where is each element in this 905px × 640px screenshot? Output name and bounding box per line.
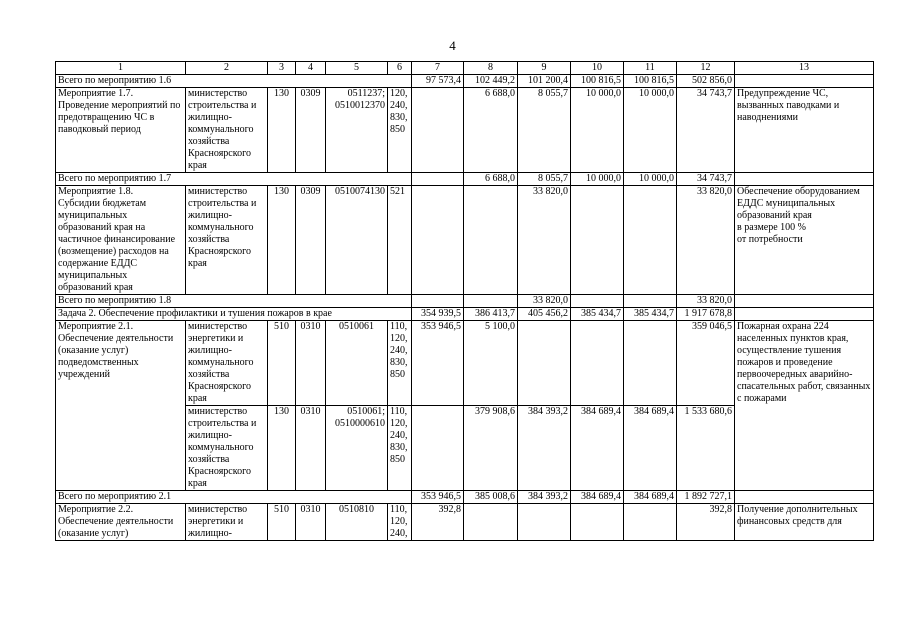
cell-value: 385 434,7 [571, 308, 624, 321]
cell-value [412, 173, 464, 186]
table-row [56, 186, 874, 295]
cell-value: 6 688,0 [464, 173, 518, 186]
cell-value: 33 820,0 [518, 295, 571, 308]
cell-value: 6 688,0 [464, 88, 518, 173]
cell-value: 5 100,0 [464, 321, 518, 406]
cell-value: 1 533 680,6 [677, 406, 735, 491]
cell-note [735, 295, 874, 308]
cell-value: 34 743,7 [677, 88, 735, 173]
cell-code: 110, 120, 240, 830, 850 [388, 406, 412, 491]
cell-value [571, 321, 624, 406]
cell-code: 521 [388, 186, 412, 295]
cell-note [735, 308, 874, 321]
cell-value [412, 88, 464, 173]
cell-value: 392,8 [677, 504, 735, 541]
table-row [56, 491, 874, 504]
cell-value [571, 295, 624, 308]
header-cell: 4 [296, 62, 326, 75]
cell-code: 130 [268, 186, 296, 295]
cell-executor: министерство энергетики и жилищно-коммунального хозяйства Красноярского края [186, 321, 268, 406]
header-cell: 12 [677, 62, 735, 75]
cell-code: 510 [268, 504, 296, 541]
header-cell: 5 [326, 62, 388, 75]
cell-value: 1 892 727,1 [677, 491, 735, 504]
cell-value [624, 321, 677, 406]
cell-executor: министерство строительства и жилищно-коммунального хозяйства Красноярского края [186, 406, 268, 491]
cell-value: 102 449,2 [464, 75, 518, 88]
header-cell: 1 [56, 62, 186, 75]
header-cell: 7 [412, 62, 464, 75]
cell-measure: Мероприятие 1.8. Субсидии бюджетам муниципальных образований края на частичное финансирование (возмещение) расходов на содержание ЕДДС муниципальных образований края [56, 186, 186, 295]
cell-code: 0310 [296, 406, 326, 491]
table-row [56, 75, 874, 88]
cell-code: 0309 [296, 88, 326, 173]
cell-code: 120, 240, 830, 850 [388, 88, 412, 173]
cell-value [624, 186, 677, 295]
cell-value: 405 456,2 [518, 308, 571, 321]
cell-value: 10 000,0 [571, 88, 624, 173]
cell-value: 100 816,5 [624, 75, 677, 88]
cell-code: 0510061; 0510000610 [326, 406, 388, 491]
header-cell: 9 [518, 62, 571, 75]
cell-code: 0310 [296, 504, 326, 541]
page-number: 4 [449, 38, 456, 53]
cell-value: 353 946,5 [412, 321, 464, 406]
cell-value: 384 689,4 [571, 491, 624, 504]
cell-value [464, 295, 518, 308]
cell-value: 384 689,4 [624, 491, 677, 504]
cell-note [735, 173, 874, 186]
header-cell: 8 [464, 62, 518, 75]
cell-executor: министерство строительства и жилищно-коммунального хозяйства Красноярского края [186, 88, 268, 173]
table-row [56, 295, 874, 308]
cell-measure: Мероприятие 2.2. Обеспечение деятельности (оказание услуг) [56, 504, 186, 541]
cell-result: Получение дополнительных финансовых средств для [735, 504, 874, 541]
table-row [56, 321, 874, 406]
cell-value: 385 008,6 [464, 491, 518, 504]
cell-executor: министерство энергетики и жилищно- [186, 504, 268, 541]
cell-value: 97 573,4 [412, 75, 464, 88]
cell-value: 10 000,0 [571, 173, 624, 186]
cell-value [412, 295, 464, 308]
cell-value: 10 000,0 [624, 173, 677, 186]
cell-code: 0309 [296, 186, 326, 295]
cell-result: Пожарная охрана 224 населенных пунктов края, осуществление тушения пожаров и проведение первоочередных аварийно-спасательных работ, связанных с пожарами [735, 321, 874, 491]
cell-note [735, 75, 874, 88]
cell-code: 0510074130 [326, 186, 388, 295]
cell-value [571, 504, 624, 541]
cell-value: 34 743,7 [677, 173, 735, 186]
cell-code: 0310 [296, 321, 326, 406]
cell-label: Всего по мероприятию 1.6 [56, 75, 412, 88]
cell-value: 384 689,4 [571, 406, 624, 491]
cell-value: 392,8 [412, 504, 464, 541]
cell-value [464, 504, 518, 541]
cell-value: 8 055,7 [518, 88, 571, 173]
header-row [56, 62, 874, 75]
cell-value: 1 917 678,8 [677, 308, 735, 321]
cell-code: 130 [268, 88, 296, 173]
cell-value: 33 820,0 [677, 186, 735, 295]
cell-value [624, 504, 677, 541]
header-cell: 6 [388, 62, 412, 75]
cell-value: 354 939,5 [412, 308, 464, 321]
cell-value: 359 046,5 [677, 321, 735, 406]
cell-label: Всего по мероприятию 2.1 [56, 491, 412, 504]
cell-value: 385 434,7 [624, 308, 677, 321]
cell-value: 502 856,0 [677, 75, 735, 88]
cell-label: Всего по мероприятию 1.7 [56, 173, 412, 186]
cell-value: 10 000,0 [624, 88, 677, 173]
cell-code: 110, 120, 240, [388, 504, 412, 541]
cell-value [518, 321, 571, 406]
cell-value: 33 820,0 [677, 295, 735, 308]
cell-value: 353 946,5 [412, 491, 464, 504]
cell-task: Задача 2. Обеспечение профилактики и тушения пожаров в крае [56, 308, 412, 321]
table-row [56, 308, 874, 321]
table-row [56, 88, 874, 173]
cell-value [464, 186, 518, 295]
cell-value: 379 908,6 [464, 406, 518, 491]
cell-value: 100 816,5 [571, 75, 624, 88]
header-cell: 2 [186, 62, 268, 75]
cell-note [735, 491, 874, 504]
cell-value: 384 393,2 [518, 406, 571, 491]
cell-value: 33 820,0 [518, 186, 571, 295]
cell-value [412, 406, 464, 491]
cell-code: 0510810 [326, 504, 388, 541]
cell-result: Предупреждение ЧС, вызванных паводками и наводнениями [735, 88, 874, 173]
cell-value: 384 393,2 [518, 491, 571, 504]
budget-table [55, 61, 874, 541]
cell-value: 386 413,7 [464, 308, 518, 321]
cell-executor: министерство строительства и жилищно-коммунального хозяйства Красноярского края [186, 186, 268, 295]
header-cell: 13 [735, 62, 874, 75]
cell-value [624, 295, 677, 308]
header-cell: 3 [268, 62, 296, 75]
cell-value [518, 504, 571, 541]
header-cell: 10 [571, 62, 624, 75]
cell-code: 110, 120, 240, 830, 850 [388, 321, 412, 406]
cell-code: 0510061 [326, 321, 388, 406]
cell-value [571, 186, 624, 295]
cell-value: 101 200,4 [518, 75, 571, 88]
cell-value [412, 186, 464, 295]
header-cell: 11 [624, 62, 677, 75]
cell-measure: Мероприятие 2.1. Обеспечение деятельности (оказание услуг) подведомственных учреждений [56, 321, 186, 491]
cell-measure: Мероприятие 1.7. Проведение мероприятий по предотвращению ЧС в паводковый период [56, 88, 186, 173]
cell-value: 8 055,7 [518, 173, 571, 186]
cell-code: 510 [268, 321, 296, 406]
cell-label: Всего по мероприятию 1.8 [56, 295, 412, 308]
cell-code: 130 [268, 406, 296, 491]
cell-result: Обеспечение оборудованием ЕДДС муниципальных образований края в размере 100 % от потребности [735, 186, 874, 295]
cell-code: 0511237; 0510012370 [326, 88, 388, 173]
table-row [56, 173, 874, 186]
table-row [56, 504, 874, 541]
cell-value: 384 689,4 [624, 406, 677, 491]
